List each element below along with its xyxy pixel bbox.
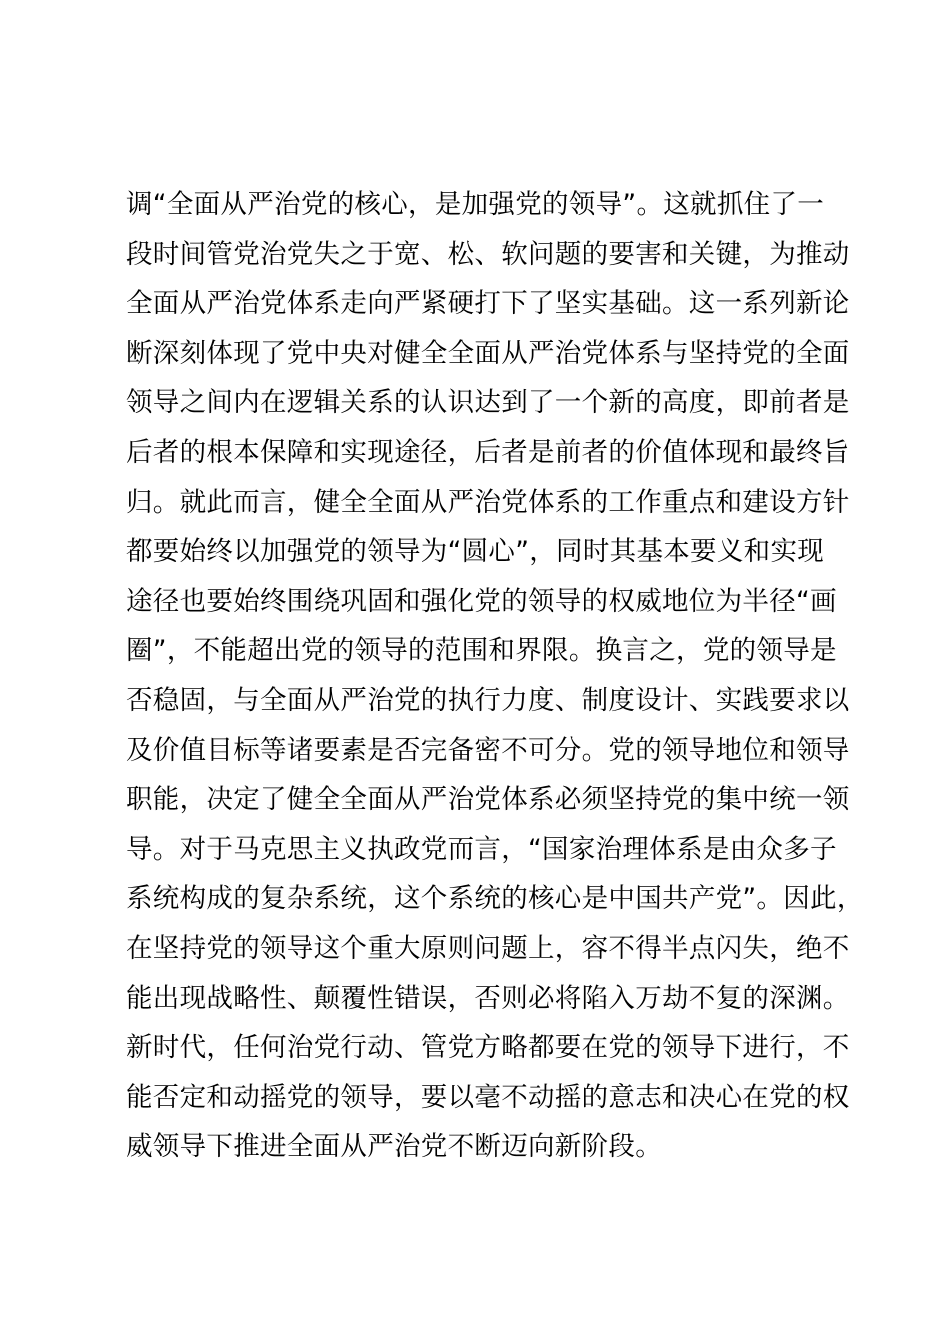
text-line: 归。就此而言，健全全面从严治党体系的工作重点和建设方针 [126, 486, 850, 518]
text-line: 途径也要始终围绕巩固和强化党的领导的权威地位为半径“画 [126, 585, 837, 617]
text-line: 系统构成的复杂系统，这个系统的核心是中国共产党”。因此， [126, 883, 864, 915]
text-line: 断深刻体现了党中央对健全全面从严治党体系与坚持党的全面 [126, 337, 850, 369]
text-line: 职能，决定了健全全面从严治党体系必须坚持党的集中统一领 [126, 784, 850, 816]
text-line: 圈”，不能超出党的领导的范围和界限。换言之，党的领导是 [126, 635, 837, 667]
text-line: 全面从严治党体系走向严紧硬打下了坚实基础。这一系列新论 [126, 288, 850, 320]
text-line: 能出现战略性、颠覆性错误，否则必将陷入万劫不复的深渊。 [126, 982, 850, 1014]
text-line: 调“全面从严治党的核心，是加强党的领导”。这就抓住了一 [126, 189, 825, 220]
text-line: 及价值目标等诸要素是否完备密不可分。党的领导地位和领导 [126, 734, 850, 766]
text-line: 新时代，任何治党行动、管党方略都要在党的领导下进行，不 [126, 1032, 850, 1064]
text-line: 威领导下推进全面从严治党不断迈向新阶段。 [126, 1131, 662, 1163]
text-line: 段时间管党治党失之于宽、松、软问题的要害和关键，为推动 [126, 238, 850, 270]
text-line: 否稳固，与全面从严治党的执行力度、制度设计、实践要求以 [126, 684, 850, 716]
text-line: 领导之间内在逻辑关系的认识达到了一个新的高度，即前者是 [126, 387, 850, 419]
text-line: 能否定和动摇党的领导，要以毫不动摇的意志和决心在党的权 [126, 1081, 850, 1113]
text-line: 导。对于马克思主义执政党而言，“国家治理体系是由众多子 [126, 833, 837, 865]
text-line: 后者的根本保障和实现途径，后者是前者的价值体现和最终旨 [126, 436, 850, 468]
text-line: 都要始终以加强党的领导为“圆心”，同时其基本要义和实现 [126, 536, 825, 568]
text-line: 在坚持党的领导这个重大原则问题上，容不得半点闪失，绝不 [126, 932, 850, 964]
body-paragraph [126, 180, 866, 1172]
